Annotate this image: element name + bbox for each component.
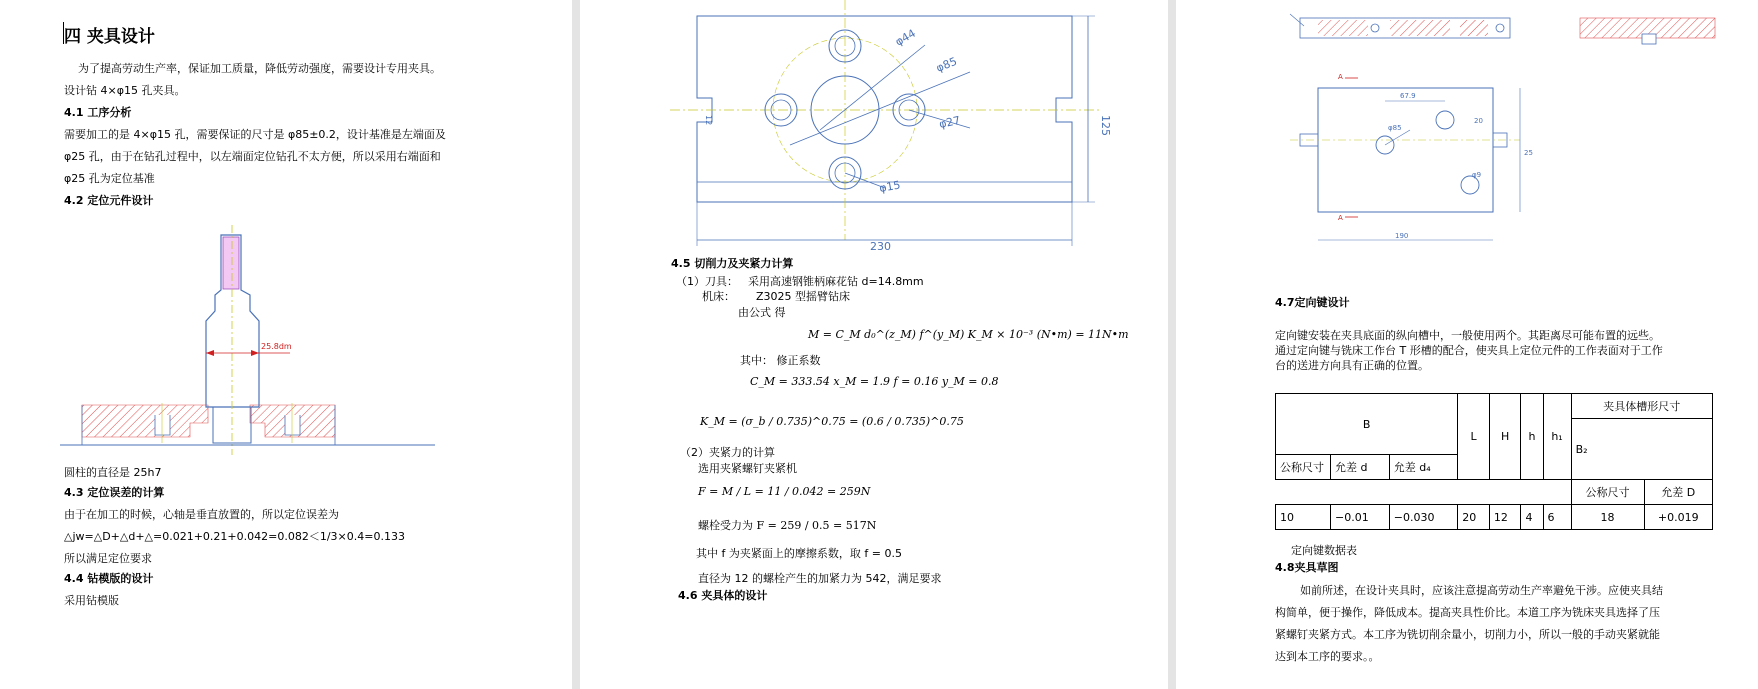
table-header-b: B xyxy=(1276,394,1458,455)
section-4-7-title: 4.7定向键设计 xyxy=(1275,296,1350,309)
clamp-force-subtitle: 选用夹紧螺钉夹紧机 xyxy=(698,462,797,475)
clamp-force-formula: F = M / L = 11 / 0.042 = 259N xyxy=(698,485,871,498)
section-4-4-line-1: 采用钻模版 xyxy=(64,594,119,607)
table-cell: 10 xyxy=(1276,505,1331,530)
section-4-8-title: 4.8夹具草图 xyxy=(1275,561,1339,574)
section-4-4-title: 4.4 钻模版的设计 xyxy=(64,572,154,585)
intro-line-2: 设计钻 4×φ15 孔夹具。 xyxy=(64,84,186,97)
machine-label: 机床： xyxy=(702,290,735,303)
section-4-1-line-3: φ25 孔为定位基准 xyxy=(64,172,155,185)
table-row xyxy=(1276,394,1713,419)
table-header-nominal: 公称尺寸 xyxy=(1276,455,1331,480)
plan-dim-d85: φ85 xyxy=(1388,124,1402,132)
coefficient-intro: 其中： 修正系数 xyxy=(740,354,821,367)
plan-dim-25: 25 xyxy=(1524,149,1533,157)
plan-dim-67: 67.9 xyxy=(1400,92,1416,100)
bolt-check-text: 直径为 12 的螺栓产生的加紧力为 542，满足要求 xyxy=(698,572,942,585)
table-header-tol-D: 允差 D xyxy=(1644,480,1713,505)
section-4-1-line-2: φ25 孔，由于在钻孔过程中，以左端面定位钻孔不太方便，所以采用右端面和 xyxy=(64,150,441,163)
text-cursor xyxy=(63,22,64,44)
pin-diameter-label: 25.8dm xyxy=(261,342,292,351)
plan-dim-20: 20 xyxy=(1474,117,1483,125)
fixture-side-view-drawing xyxy=(1290,10,1720,45)
machine-text: Z3025 型摇臂钻床 xyxy=(756,290,851,303)
table-header-h-upper: H xyxy=(1489,394,1521,480)
table-header-b2: B₂ xyxy=(1571,419,1712,480)
table-header-l: L xyxy=(1458,394,1490,480)
section-4-8-line-1: 如前所述，在设计夹具时，应该注意提高劳动生产率避免干涉。应使夹具结 xyxy=(1300,584,1663,597)
table-cell: −0.030 xyxy=(1389,505,1457,530)
table-header-tol-d4: 允差 d₄ xyxy=(1389,455,1457,480)
section-4-8-line-3: 紧螺钉夹紧方式。本工序为铣切削余量小，切削力小，所以一般的手动夹紧就能 xyxy=(1275,628,1660,641)
section-4-3-line-2: △jw=△D+△d+△=0.021+0.21+0.042=0.082＜1/3×0.4=0.133 xyxy=(64,530,405,543)
drill-plate-drawing xyxy=(670,0,1110,252)
section-4-7-line-1: 定向键安装在夹具底面的纵向槽中，一般使用两个。其距离尽可能布置的远些。 xyxy=(1275,329,1660,342)
locating-pin-drawing xyxy=(60,225,440,455)
dim-d44: φ44 xyxy=(893,26,918,49)
cylinder-diameter-note: 圆柱的直径是 25h7 xyxy=(64,466,162,479)
dim-w230: 230 xyxy=(870,240,891,253)
bolt-force-formula: 螺栓受力为 F = 259 / 0.5 = 517N xyxy=(698,519,877,532)
table-cell: −0.01 xyxy=(1331,505,1390,530)
key-data-table xyxy=(1275,393,1713,530)
section-4-1-line-1: 需要加工的是 4×φ15 孔，需要保证的尺寸是 φ85±0.2，设计基准是左端面及 xyxy=(64,128,446,141)
table-header-tol-d: 允差 d xyxy=(1331,455,1390,480)
torque-formula: M = C_M d₀^(z_M) f^(y_M) K_M × 10⁻³ (N•m) = 11N•m xyxy=(808,328,1129,341)
table-row xyxy=(1276,505,1713,530)
dim-d15: φ15 xyxy=(878,178,902,195)
table-cell: 4 xyxy=(1521,505,1543,530)
chapter-heading: 四 夹具设计 xyxy=(64,27,155,47)
table-cell: 18 xyxy=(1571,505,1644,530)
section-4-8-line-4: 达到本工序的要求。。 xyxy=(1275,650,1380,663)
table-caption: 定向键数据表 xyxy=(1291,544,1357,557)
section-4-3-title: 4.3 定位误差的计算 xyxy=(64,486,165,499)
section-mark-a-top: A xyxy=(1338,73,1343,81)
section-4-1-title: 4.1 工序分析 xyxy=(64,106,132,119)
plan-dim-d9: φ9 xyxy=(1472,171,1482,179)
table-header-h1: h₁ xyxy=(1543,394,1571,480)
table-cell: 20 xyxy=(1458,505,1490,530)
tool-text: 采用高速钢锥柄麻花钻 d=14.8mm xyxy=(748,275,924,288)
coefficient-values: C_M = 333.54 x_M = 1.9 f = 0.16 y_M = 0.8 xyxy=(750,375,999,388)
table-cell: +0.019 xyxy=(1644,505,1713,530)
formula-intro: 由公式 得 xyxy=(738,306,786,319)
section-mark-a-bottom: A xyxy=(1338,214,1343,222)
table-row xyxy=(1276,480,1713,505)
km-formula: K_M = (σ_b / 0.735)^0.75 = (0.6 / 0.735)^0.75 xyxy=(700,415,964,428)
clamp-force-title: （2）夹紧力的计算 xyxy=(680,446,775,459)
dim-s12: 12 xyxy=(704,115,713,126)
section-4-8-line-2: 构简单，便于操作，降低成本。提高夹具性价比。本道工序为铣床夹具选择了压 xyxy=(1275,606,1660,619)
fixture-plan-view-drawing xyxy=(1290,65,1570,250)
table-header-h-lower: h xyxy=(1521,394,1543,480)
table-header-nominal-2: 公称尺寸 xyxy=(1571,480,1644,505)
plan-dim-190: 190 xyxy=(1395,232,1409,240)
intro-line-1: 为了提高劳动生产率，保证加工质量，降低劳动强度，需要设计专用夹具。 xyxy=(78,62,441,75)
section-4-3-line-3: 所以满足定位要求 xyxy=(64,552,152,565)
dim-d85: φ85 xyxy=(934,54,959,75)
section-4-6-title: 4.6 夹具体的设计 xyxy=(678,589,768,602)
table-cell: 6 xyxy=(1543,505,1571,530)
dim-h125: 125 xyxy=(1099,115,1112,136)
table-header-slot: 夹具体槽形尺寸 xyxy=(1571,394,1712,419)
table-cell: 12 xyxy=(1489,505,1521,530)
section-4-2-title: 4.2 定位元件设计 xyxy=(64,194,154,207)
dim-d27: φ27 xyxy=(937,113,962,131)
friction-text: 其中 f 为夹紧面上的摩擦系数，取 f = 0.5 xyxy=(696,547,902,560)
section-4-3-line-1: 由于在加工的时候，心轴是垂直放置的，所以定位误差为 xyxy=(64,508,339,521)
section-4-7-line-2: 通过定向键与铣床工作台 T 形槽的配合，使夹具上定位元件的工作表面对于工作 xyxy=(1275,344,1663,357)
section-4-7-line-3: 台的送进方向具有正确的位置。 xyxy=(1275,359,1429,372)
section-4-5-title: 4.5 切削力及夹紧力计算 xyxy=(671,257,794,270)
tool-label: （1）刀具： xyxy=(676,275,738,288)
